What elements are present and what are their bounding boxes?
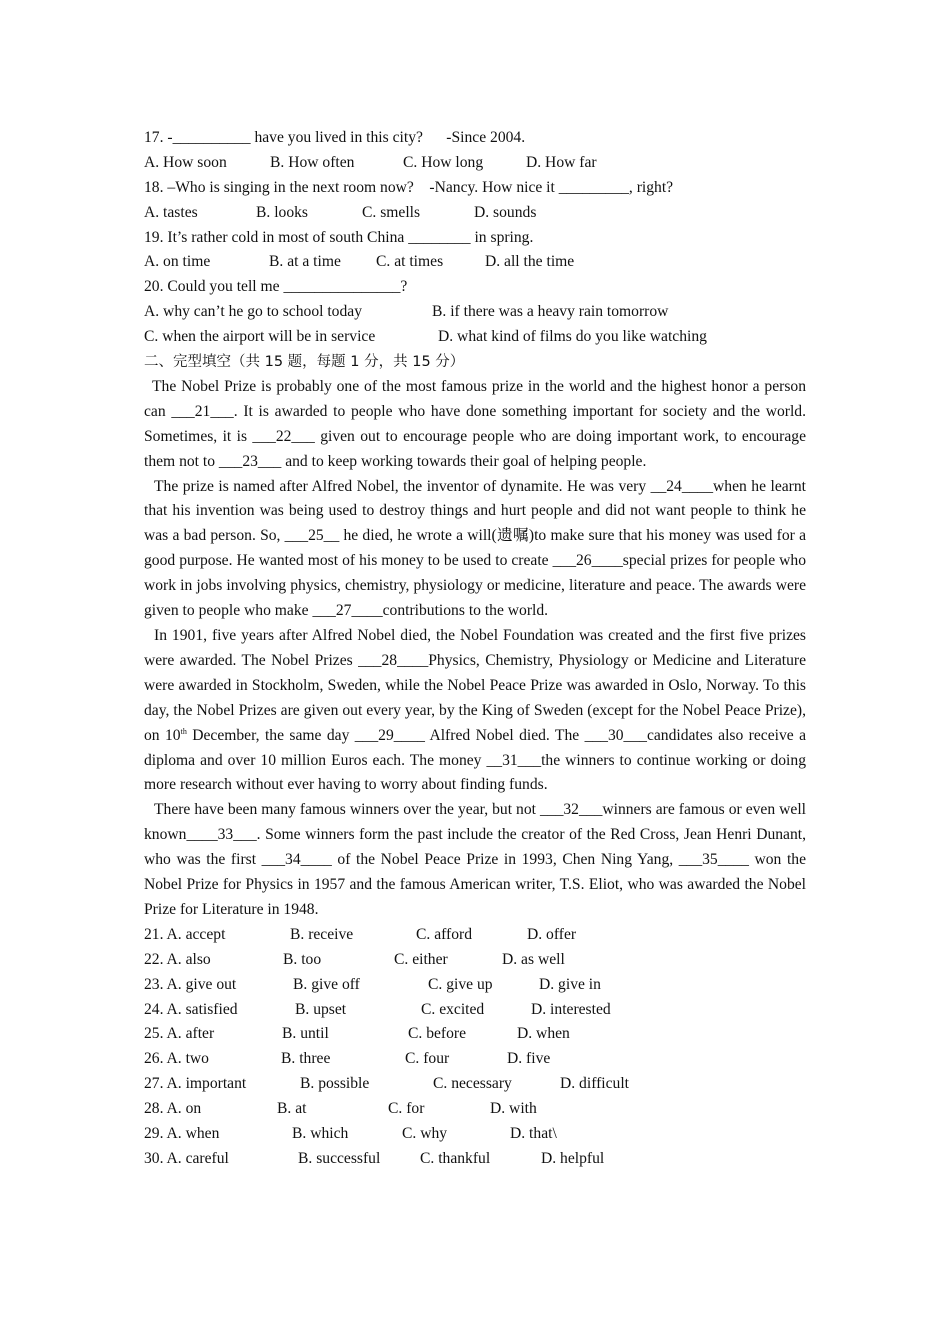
option-c: C. excited — [421, 1000, 485, 1018]
option-a: A. How soon — [144, 153, 227, 171]
option-c: C. either — [394, 950, 448, 968]
option-d: D. sounds — [474, 203, 537, 221]
option-c: C. thankful — [420, 1149, 491, 1167]
passage-paragraph-3 — [144, 624, 806, 798]
option-b: B. upset — [295, 1000, 347, 1018]
option-d: D. five — [507, 1050, 551, 1068]
option-c: C. give up — [428, 975, 493, 993]
passage-paragraph-3-part-b: December, the same day ___29____ Alfred Nobel died. The ___30___candidates also receive a diploma and over 10 million Euros each. The money __31___the winners to continue working or doing more research without ever having to worry about finding funds. — [144, 726, 806, 794]
option-a: 22. A. also — [144, 950, 211, 968]
option-c: C. before — [408, 1025, 467, 1043]
option-c: C. necessary — [433, 1075, 512, 1093]
question-19-options — [144, 250, 806, 275]
option-a: A. why can’t he go to school today — [144, 303, 362, 321]
cloze-options-22 — [144, 948, 806, 973]
option-d: D. interested — [531, 1000, 611, 1018]
option-c: C. why — [402, 1124, 448, 1142]
cloze-options-28 — [144, 1097, 806, 1122]
option-b: B. give off — [293, 975, 360, 993]
exam-page — [144, 126, 806, 1172]
option-b: B. successful — [298, 1149, 381, 1167]
question-20-options-ab — [144, 300, 806, 325]
option-d: D. offer — [527, 925, 577, 943]
option-c: C. for — [388, 1100, 425, 1118]
cloze-options-21 — [144, 923, 806, 948]
option-c: C. four — [405, 1050, 450, 1068]
option-d: D. How far — [526, 153, 597, 171]
option-c: C. How long — [403, 153, 484, 171]
option-d: D. with — [490, 1100, 537, 1118]
option-d: D. give in — [539, 975, 601, 993]
option-b: B. at a time — [269, 253, 341, 271]
option-c: C. when the airport will be in service — [144, 328, 376, 346]
option-a: A. on time — [144, 253, 211, 271]
option-a: A. tastes — [144, 203, 198, 221]
option-c: C. at times — [376, 253, 444, 271]
question-17-options — [144, 151, 806, 176]
question-20-options-cd — [144, 325, 806, 350]
option-d: D. all the time — [485, 253, 575, 271]
question-17-stem: 17. -__________ have you lived in this city? -Since 2004. — [144, 129, 526, 146]
option-d: D. as well — [502, 950, 565, 968]
option-b: B. How often — [270, 153, 355, 171]
passage-paragraph-3-part-a: In 1901, five years after Alfred Nobel died, the Nobel Foundation was created and the first five prizes were awarded. The Nobel Prizes ___28____Physics, Chemistry, Physiology or Medicine and Literature were awarded in Stockholm, Sweden, while the Nobel Peace Prize was awarded in Oslo, Norway. To this day, the Nobel Prizes are given out every year, by the King of Sweden (except for the Nobel Peace Prize), on 10 — [144, 626, 806, 744]
option-a: 24. A. satisfied — [144, 1000, 238, 1018]
option-b: B. looks — [256, 203, 308, 221]
section-title: 二、完型填空（共 15 题，每题 1 分，共 15 分） — [144, 354, 465, 371]
option-c: C. smells — [362, 203, 421, 221]
option-a: 23. A. give out — [144, 975, 237, 993]
option-d: D. what kind of films do you like watching — [438, 328, 707, 346]
option-a: 25. A. after — [144, 1025, 215, 1043]
option-a: 28. A. on — [144, 1100, 202, 1118]
option-c: C. afford — [416, 925, 473, 943]
cloze-options-23 — [144, 973, 806, 998]
cloze-options-24 — [144, 998, 806, 1023]
option-d: D. difficult — [560, 1075, 630, 1093]
option-b: B. receive — [290, 925, 354, 943]
cloze-options-30 — [144, 1147, 806, 1172]
question-18-options — [144, 201, 806, 226]
option-a: 26. A. two — [144, 1050, 209, 1068]
passage-paragraph-4: There have been many famous winners over the year, but not ___32___winners are famous or even well known____33___. Some winners form the past include the creator of the Red Cross, Jean Henri Dunant, who was the first ___34____ of the Nobel Peace Prize in 1993, Chen Ning Yang, ___35____ won the Nobel Prize for Physics in 1957 and the famous American writer, T.S. Eliot, who was awarded the Nobel Prize for Literature in 1948. — [144, 801, 806, 918]
passage-paragraph-1: The Nobel Prize is probably one of the most famous prize in the world and the highest honor a person can ___21___. It is awarded to people who have done something important for society and the world. Sometimes, it is ___22___ given out to encourage people who are doing important work, to encourage them not to ___23___ and to keep working towards their goal of helping people. — [144, 377, 806, 470]
option-b: B. at — [277, 1100, 307, 1118]
option-b: B. which — [292, 1124, 349, 1142]
option-d: D. when — [517, 1025, 570, 1043]
passage-paragraph-2: The prize is named after Alfred Nobel, the inventor of dynamite. He was very __24____when he learnt that his invention was being used to destroy things and hurt people and did not want people to think he was a bad person. So, ___25__ he died, he wrote a will(遗嘱)to make sure that his money was used for a good purpose. He wanted most of his money to be used to create ___26____special prizes for people who work in jobs involving physics, chemistry, physiology or medicine, literature and peace. The awards were given to people who make ___27____contributions to the world. — [144, 477, 806, 620]
question-20-stem: 20. Could you tell me _______________? — [144, 278, 408, 296]
question-19-stem: 19. It’s rather cold in most of south China ________ in spring. — [144, 228, 534, 246]
option-b: B. possible — [300, 1075, 370, 1093]
option-a: 29. A. when — [144, 1124, 220, 1142]
option-b: B. until — [282, 1025, 329, 1043]
option-d: D. helpful — [541, 1149, 605, 1167]
option-b: B. too — [283, 950, 322, 968]
cloze-options-25 — [144, 1022, 806, 1047]
option-d: D. that\ — [510, 1124, 557, 1142]
cloze-options-26 — [144, 1047, 806, 1072]
question-18-stem: 18. –Who is singing in the next room now? -Nancy. How nice it _________, right? — [144, 178, 674, 196]
cloze-options-29 — [144, 1122, 806, 1147]
option-a: 27. A. important — [144, 1075, 247, 1093]
option-a: 30. A. careful — [144, 1149, 229, 1167]
option-a: 21. A. accept — [144, 925, 226, 943]
ordinal-suffix: th — [180, 726, 187, 736]
option-b: B. if there was a heavy rain tomorrow — [432, 303, 669, 321]
option-b: B. three — [281, 1050, 331, 1068]
cloze-options-27 — [144, 1072, 806, 1097]
